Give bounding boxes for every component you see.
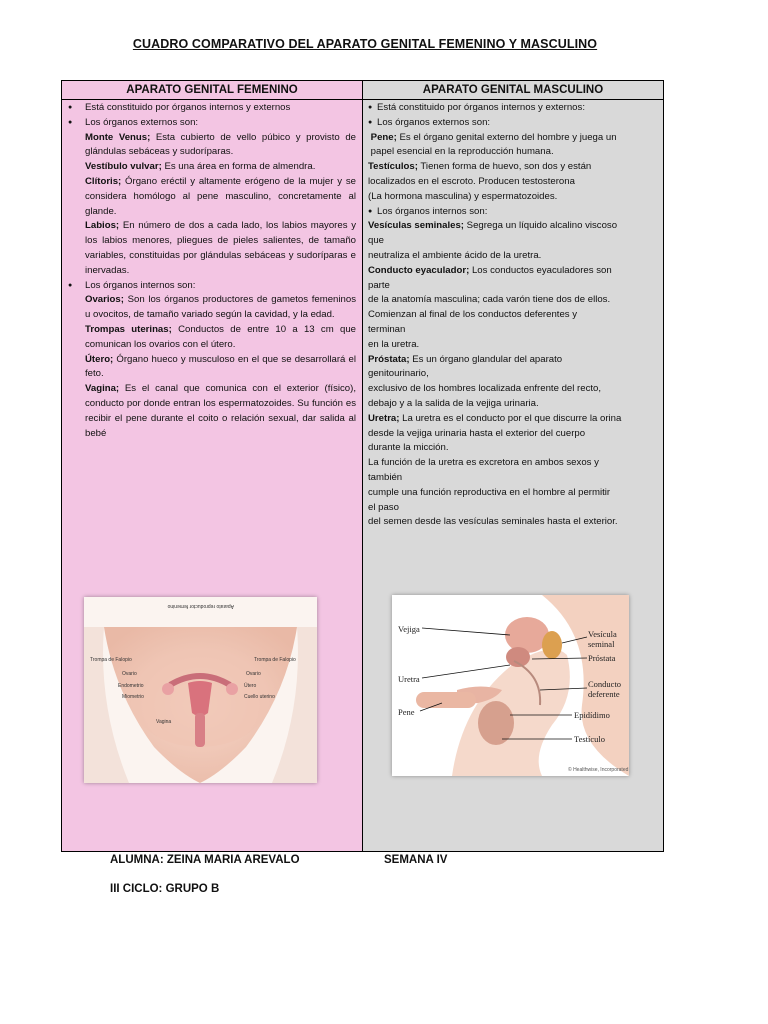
label-cuello: Cuello uterino xyxy=(244,694,275,700)
female-image-title: Aparato reproductor femenino xyxy=(167,603,234,609)
male-item-testiculos-2: localizados en el escroto. Producen testosterona xyxy=(368,175,575,187)
label-seminal: seminal xyxy=(588,639,615,649)
female-item-monte: Monte Venus; Esta cubierto de vello púbico y provisto de glándulas sebáceas y sudoríparas. xyxy=(85,131,356,158)
document-title: CUADRO COMPARATIVO DEL APARATO GENITAL FEMENINO Y MASCULINO xyxy=(132,37,598,51)
label-utero: Útero xyxy=(244,683,257,689)
female-anatomy-image xyxy=(84,597,317,783)
male-header: APARATO GENITAL MASCULINO xyxy=(363,81,663,100)
comparison-table xyxy=(61,80,664,852)
label-vagina: Vagina xyxy=(156,719,172,725)
female-bullet-3: ● Los órganos internos son: xyxy=(68,279,356,294)
male-item-prostata-4: debajo y a la salida de la vejiga urinaria. xyxy=(368,397,539,409)
male-item-conducto-5: terminan xyxy=(368,323,406,335)
male-item-uretra: Uretra; La uretra es el conducto por el que discurre la orina xyxy=(368,412,622,424)
label-trompa-right: Trompa de Falopio xyxy=(254,657,296,663)
label-vejiga: Vejiga xyxy=(398,624,420,634)
label-ovario-left: Ovario xyxy=(122,671,137,677)
male-item-conducto-6: en la uretra. xyxy=(368,338,420,350)
female-item-utero: Útero; Órgano hueco y musculoso en el que se desarrollará el feto. xyxy=(85,353,356,380)
female-bullet-2: ● Los órganos externos son: xyxy=(68,116,356,131)
week-label: SEMANA IV xyxy=(384,854,448,866)
female-item-clitoris: Clítoris; Órgano eréctil y altamente erógeno de la mujer y se considera homólogo al pene masculino, concretamente al glande. xyxy=(85,175,356,217)
male-item-uretra-2: desde la vejiga urinaria hasta el exterior del cuerpo xyxy=(368,427,586,439)
male-bullet-1: ● Está constituido por órganos internos y externos: xyxy=(368,101,663,116)
male-item-prostata: Próstata; Es un órgano glandular del aparato xyxy=(368,353,563,365)
label-conducto: Conducto xyxy=(588,679,622,689)
label-ovario-right: Ovario xyxy=(246,671,261,677)
male-item-vesiculas: Vesículas seminales; Segrega un líquido alcalino viscoso xyxy=(368,220,618,232)
image-credit: © Healthwise, Incorporated xyxy=(568,767,629,773)
male-body xyxy=(363,100,663,530)
male-item-prostata-2: genitourinario, xyxy=(368,368,429,380)
label-trompa-left: Trompa de Falopio xyxy=(90,657,132,663)
male-item-conducto-2: parte xyxy=(368,279,390,291)
female-column xyxy=(62,81,363,851)
male-item-testiculos: Testículos; Tienen forma de huevo, son dos y están xyxy=(368,161,592,173)
cycle-group: III CICLO: GRUPO B xyxy=(110,883,220,895)
female-item-vagina: Vagina; Es el canal que comunica con el exterior (físico), conducto por donde entran los espermatozoides. Su función es recibir el pene durante el coito o relación sexual, dar salida al bebé xyxy=(85,383,356,439)
label-pene: Pene xyxy=(398,707,415,717)
male-bullet-3: ● Los órganos internos son: xyxy=(368,205,663,220)
male-item-conducto-3: de la anatomía masculina; cada varón tiene dos de ellos. xyxy=(368,294,611,306)
male-column xyxy=(363,81,663,851)
label-testiculo: Testículo xyxy=(574,734,606,744)
male-item-pene-2: papel esencial en la reproducción humana. xyxy=(370,146,554,158)
male-item-prostata-3: exclusivo de los hombres localizada enfrente del recto, xyxy=(368,383,602,395)
label-vesicula: Vesícula xyxy=(588,629,617,639)
female-anatomy-illustration xyxy=(84,597,317,783)
male-item-testiculos-3: (La hormona masculina) y espermatozoides. xyxy=(368,190,558,202)
female-item-vestibulo: Vestíbulo vulvar; Es una área en forma de almendra. xyxy=(85,161,316,173)
male-anatomy-illustration xyxy=(392,595,629,776)
female-item-trompas: Trompas uterinas; Conductos de entre 10 a 13 cm que comunican los ovarios con el útero. xyxy=(85,323,356,350)
female-item-ovarios: Ovarios; Son los órganos productores de gametos femeninos u ovocitos, de tamaño variado según la cavidad, y la edad. xyxy=(85,294,356,321)
label-miometrio: Miometrio xyxy=(122,694,144,700)
male-anatomy-image xyxy=(392,595,629,776)
male-item-conducto-4: Comienzan al final de los conductos deferentes y xyxy=(368,309,578,321)
label-epididimo: Epidídimo xyxy=(574,710,610,720)
female-body xyxy=(62,100,362,441)
male-item-pene: Pene; Es el órgano genital externo del hombre y juega un xyxy=(370,131,617,143)
male-item-uretra-3: durante la micción. xyxy=(368,442,449,454)
male-bullet-2: ● Los órganos externos son: xyxy=(368,116,663,131)
female-item-labios: Labios; En número de dos a cada lado, los labios mayores y los labios menores, pliegues de pieles salientes, de tamaño variables, constituidas por glándulas sebáceas y sudoríparas e inervadas. xyxy=(85,220,356,276)
male-item-conducto: Conducto eyaculador; Los conductos eyaculadores son xyxy=(368,264,612,276)
male-item-funcion-3: cumple una función reproductiva en el hombre al permitir xyxy=(368,486,611,498)
female-header: APARATO GENITAL FEMENINO xyxy=(62,81,362,100)
male-item-funcion-4: el paso xyxy=(368,501,399,513)
label-endometrio: Endometrio xyxy=(118,683,144,689)
male-item-funcion-5: del semen desde las vesículas seminales hasta el exterior. xyxy=(368,516,618,528)
male-item-vesiculas-2: que xyxy=(368,235,385,247)
label-prostata: Próstata xyxy=(588,653,616,663)
male-item-funcion-1: La función de la uretra es excretora en ambos sexos y xyxy=(368,457,599,469)
male-item-funcion-2: también xyxy=(368,471,403,483)
label-uretra: Uretra xyxy=(398,674,420,684)
label-deferente: deferente xyxy=(588,689,620,699)
male-item-vesiculas-3: neutraliza el ambiente ácido de la uretra. xyxy=(368,249,542,261)
student-name: ALUMNA: ZEINA MARIA AREVALO xyxy=(110,854,300,866)
female-bullet-1: ● Está constituido por órganos internos y externos xyxy=(68,101,356,116)
